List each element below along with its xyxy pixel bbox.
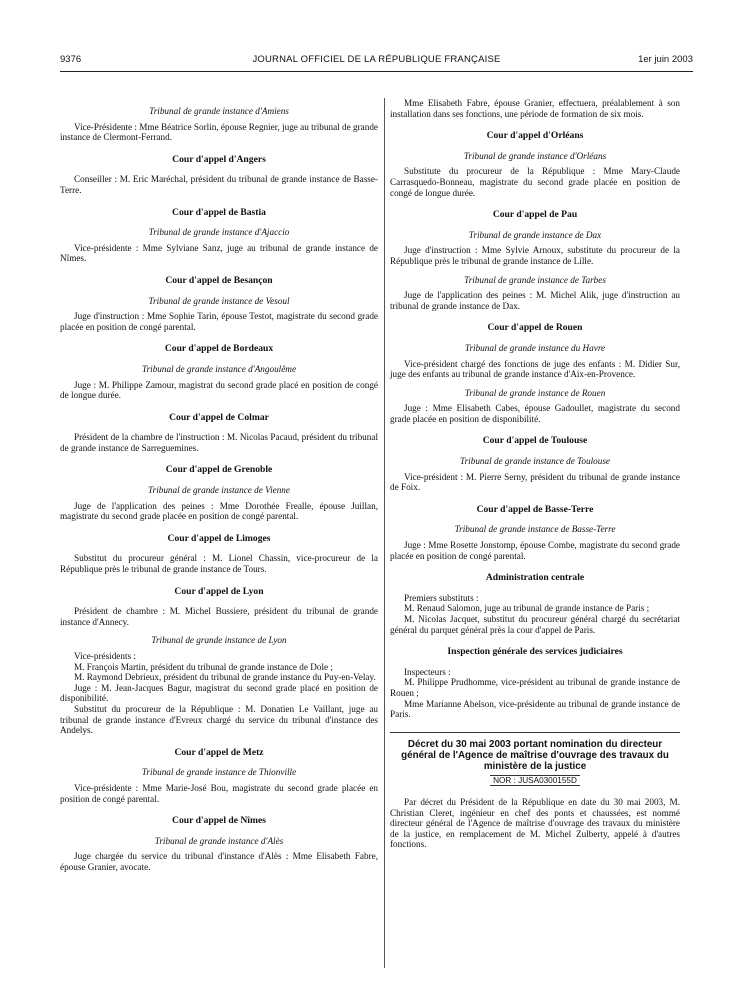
- paragraph: Juge : Mme Rosette Jonstomp, épouse Combe, magistrate du second grade placée en position de congé parental.: [390, 540, 680, 561]
- court-heading: Cour d'appel de Rouen: [487, 322, 583, 334]
- page-number: 9376: [60, 54, 82, 65]
- paragraph: Mme Elisabeth Fabre, épouse Granier, effectuera, préalablement à son installation dans ses fonctions, une période de formation de six mois.: [390, 98, 680, 119]
- paragraph: M. Raymond Debrieux, président du tribunal de grande instance du Puy-en-Velay.: [74, 672, 376, 683]
- tribunal-heading: Tribunal de grande instance de Vesoul: [148, 295, 290, 306]
- tribunal-heading: Tribunal de grande instance d'Alès: [154, 835, 284, 846]
- section-rule: [390, 732, 680, 733]
- court-heading: Cour d'appel de Pau: [492, 209, 578, 221]
- paragraph: Président de la chambre de l'instruction : M. Nicolas Pacaud, président du tribunal de grande instance de Sarreguemines.: [60, 432, 378, 453]
- court-heading: Cour d'appel de Besançon: [165, 274, 273, 286]
- tribunal-heading: Tribunal de grande instance de Toulouse: [460, 456, 610, 467]
- tribunal-heading: Tribunal de grande instance du Havre: [464, 342, 606, 353]
- tribunal-heading: Tribunal de grande instance de Vienne: [148, 485, 290, 496]
- court-heading: Cour d'appel de Toulouse: [482, 435, 588, 447]
- journal-title: JOURNAL OFFICIEL DE LA RÉPUBLIQUE FRANÇAISE: [252, 54, 501, 65]
- paragraph: Substitut du procureur général : M. Lionel Chassin, vice-procureur de la République près le tribunal de grande instance de Tours.: [60, 553, 378, 575]
- court-heading: Cour d'appel de Nîmes: [172, 815, 266, 827]
- court-heading: Cour d'appel de Colmar: [169, 411, 269, 423]
- paragraph: Juge de l'application des peines : M. Michel Alik, juge d'instruction au tribunal de grande instance de Dax.: [390, 290, 680, 311]
- court-heading: Cour d'appel d'Orléans: [486, 130, 584, 142]
- paragraph: Inspecteurs :: [404, 666, 451, 677]
- paragraph: M. Nicolas Jacquet, substitut du procureur général chargé du secrétariat général du parquet général près la cour d'appel de Paris.: [390, 614, 680, 635]
- court-heading: Cour d'appel de Bordeaux: [164, 343, 274, 355]
- page-header: [60, 54, 693, 68]
- paragraph: M. François Martin, président du tribunal de grande instance de Dole ;: [74, 661, 333, 672]
- decree-title: Décret du 30 mai 2003 portant nomination du directeur général de l'Agence de maîtrise d'ouvrage des travaux du ministère de la justice: [401, 738, 669, 773]
- paragraph: Conseiller : M. Eric Maréchal, président du tribunal de grande instance de Basse-Terre.: [60, 174, 378, 195]
- paragraph: Président de chambre : M. Michel Bussiere, président du tribunal de grande instance d'Annecy.: [60, 606, 378, 627]
- paragraph: Juge d'instruction : Mme Sophie Tarin, épouse Testot, magistrate du second grade placée en position de congé parental.: [60, 311, 378, 332]
- court-heading: Cour d'appel de Metz: [174, 746, 264, 758]
- paragraph: Vice-présidente : Mme Sylviane Sanz, juge au tribunal de grande instance de Nîmes.: [60, 242, 378, 264]
- tribunal-heading: Tribunal de grande instance d'Amiens: [149, 106, 289, 116]
- court-heading: Cour d'appel de Lyon: [174, 585, 264, 597]
- tribunal-heading: Tribunal de grande instance de Tarbes: [464, 274, 606, 285]
- paragraph: Juge d'instruction : Mme Sylvie Arnoux, substitute du procureur de la République près le tribunal de grande instance de Lille.: [390, 245, 680, 266]
- paragraph: M. Renaud Salomon, juge au tribunal de grande instance de Paris ;: [404, 603, 650, 614]
- tribunal-heading: Tribunal de grande instance de Rouen: [464, 387, 606, 398]
- court-heading: Cour d'appel de Grenoble: [165, 464, 273, 476]
- paragraph: Juge chargée du service du tribunal d'instance d'Alès : Mme Elisabeth Fabre, épouse Granier, avocate.: [60, 851, 378, 872]
- paragraph: Juge : M. Jean-Jacques Bagur, magistrat du second grade placé en position de disponibilité.: [60, 682, 378, 704]
- paragraph: Substitute du procureur de la République : Mme Mary-Claude Carrasquedo-Bonneau, magistrate du second grade placée en position de congé de longue durée.: [390, 166, 680, 198]
- header-rule: [60, 71, 693, 72]
- paragraph: Premiers substituts :: [404, 592, 479, 603]
- right-column: [390, 98, 680, 850]
- paragraph: Substitut du procureur de la République : M. Donatien Le Vaillant, juge au tribunal de grande instance d'Evreux chargé du service du tribunal d'instance des Andelys.: [60, 703, 378, 736]
- paragraph: Mme Marianne Abelson, vice-présidente au tribunal de grande instance de Paris.: [390, 698, 680, 720]
- left-column: [60, 98, 378, 873]
- tribunal-heading: Tribunal de grande instance de Lyon: [151, 635, 287, 646]
- court-heading: Cour d'appel de Bastia: [172, 206, 266, 218]
- paragraph: Vice-président chargé des fonctions de juge des enfants : M. Didier Sur, juge des enfants au tribunal de grande instance d'Aix-en-Provence.: [390, 358, 680, 380]
- tribunal-heading: Tribunal de grande instance d'Angoulême: [141, 363, 297, 374]
- paragraph: Vice-Présidente : Mme Béatrice Sorlin, épouse Regnier, juge au tribunal de grande instance de Clermont-Ferrand.: [60, 121, 378, 143]
- paragraph: Vice-présidents :: [74, 651, 136, 661]
- paragraph: Vice-présidente : Mme Marie-José Bou, magistrate du second grade placée en position de congé parental.: [60, 782, 378, 804]
- tribunal-heading: Tribunal de grande instance d'Orléans: [463, 150, 607, 161]
- court-heading: Cour d'appel de Limoges: [167, 532, 271, 544]
- paragraph: Juge : Mme Elisabeth Cabes, épouse Gadoullet, magistrate du second grade placée en position de disponibilité.: [390, 403, 680, 424]
- paragraph: Vice-président : M. Pierre Serny, président du tribunal de grande instance de Foix.: [390, 471, 680, 493]
- paragraph: M. Philippe Prudhomme, vice-président au tribunal de grande instance de Rouen ;: [390, 677, 680, 698]
- paragraph: Juge de l'application des peines : Mme Dorothée Frealle, épouse Juillan, magistrate du second grade placée en position de congé parental.: [60, 500, 378, 522]
- column-divider: [384, 98, 385, 968]
- court-heading: Administration centrale: [485, 572, 585, 584]
- court-heading: Inspection générale des services judiciaires: [447, 646, 623, 658]
- nor-code: NOR : JUSA0300155D: [490, 775, 580, 786]
- tribunal-heading: Tribunal de grande instance de Dax: [468, 229, 602, 240]
- tribunal-heading: Tribunal de grande instance de Thionville: [141, 767, 297, 778]
- court-heading: Cour d'appel d'Angers: [172, 153, 266, 165]
- nor-reference: [390, 776, 680, 787]
- paragraph: Juge : M. Philippe Zamour, magistrat du second grade placé en position de congé de longue durée.: [60, 379, 378, 401]
- tribunal-heading: Tribunal de grande instance de Basse-Terre: [454, 524, 616, 535]
- tribunal-heading: Tribunal de grande instance d'Ajaccio: [148, 227, 290, 238]
- paragraph: Par décret du Président de la République en date du 30 mai 2003, M. Christian Cleret, ingénieur en chef des ponts et chaussées, est nommé directeur général de l'Agence de maîtrise d'ouvrage des travaux du ministère de la justice, en remplacement de M. Michel Zulberty, appelé à d'autres fonctions.: [390, 796, 680, 850]
- court-heading: Cour d'appel de Basse-Terre: [476, 503, 594, 515]
- issue-date: 1er juin 2003: [638, 54, 693, 65]
